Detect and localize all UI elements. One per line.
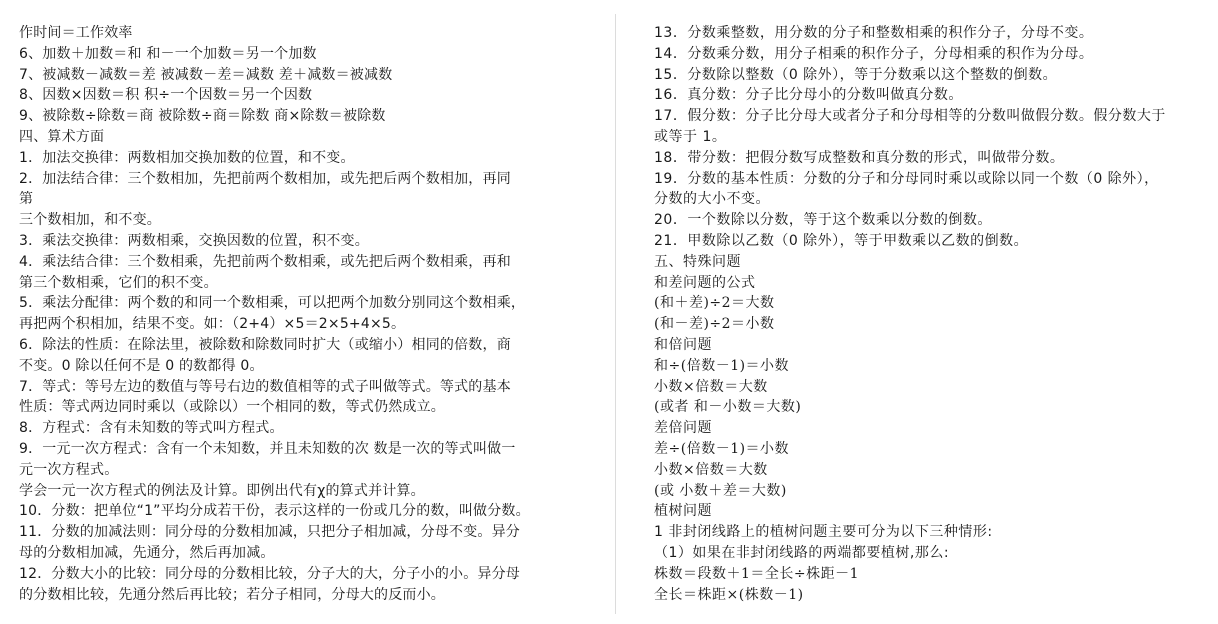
- text-line: 不变。0 除以任何不是 0 的数都得 0。: [19, 357, 264, 374]
- formula-line: (或者 和－小数＝大数): [654, 399, 802, 416]
- subsection-heading: 和差问题的公式: [654, 274, 756, 291]
- text-line: 11．分数的加减法则：同分母的分数相加减，只把分子相加减，分母不变。异分: [19, 524, 521, 541]
- text-line: 1 非封闭线路上的植树问题主要可分为以下三种情形:: [654, 524, 993, 541]
- text-line: 6、加数＋加数＝和 和－一个加数＝另一个加数: [19, 45, 317, 62]
- formula-line: 株数＝段数＋1＝全长÷株距－1: [654, 565, 860, 582]
- text-line: 三个数相加，和不变。: [19, 212, 161, 229]
- subsection-heading: 植树问题: [654, 503, 712, 520]
- text-line: 12．分数大小的比较：同分母的分数相比较，分子大的大，分子小的小。异分母: [19, 565, 521, 582]
- text-line: 20．一个数除以分数，等于这个数乘以分数的倒数。: [654, 212, 992, 229]
- text-line: 21．甲数除以乙数（0 除外），等于甲数乘以乙数的倒数。: [654, 232, 1029, 249]
- text-line: 第: [19, 191, 34, 208]
- text-line: 元一次方程式。: [19, 461, 119, 478]
- text-line: 17．假分数：分子比分母大或者分子和分母相等的分数叫做假分数。假分数大于: [654, 108, 1166, 125]
- subsection-heading: 差倍问题: [654, 420, 712, 437]
- formula-line: 差÷(倍数－1)＝小数: [654, 440, 790, 457]
- text-line: 作时间＝工作效率: [19, 25, 133, 41]
- text-line: 10．分数：把单位“1”平均分成若干份，表示这样的一份或几分的数，叫做分数。: [19, 503, 530, 520]
- text-line: 9、被除数÷除数＝商 被除数÷商＝除数 商×除数＝被除数: [19, 108, 386, 125]
- text-line: 再把两个积相加，结果不变。如：（2+4）×5＝2×5+4×5。: [19, 316, 406, 333]
- text-line: 7、被减数－减数＝差 被减数－差＝减数 差＋减数＝被减数: [19, 66, 393, 83]
- text-line: 13．分数乘整数，用分数的分子和整数相乘的积作分子，分母不变。: [654, 25, 1094, 41]
- text-line: 分数的大小不变。: [654, 191, 770, 208]
- text-line: 母的分数相加减，先通分，然后再加减。: [19, 544, 275, 561]
- text-line: 18．带分数：把假分数写成整数和真分数的形式，叫做带分数。: [654, 149, 1065, 166]
- text-line: 学会一元一次方程式的例法及计算。即例出代有χ的算式并计算。: [19, 482, 425, 499]
- formula-line: (和－差)÷2＝小数: [654, 316, 775, 333]
- text-line: 14．分数乘分数，用分子相乘的积作分子，分母相乘的积作为分母。: [654, 45, 1094, 62]
- text-line: 1．加法交换律：两数相加交换加数的位置，和不变。: [19, 149, 355, 166]
- section-heading: 四、算术方面: [19, 128, 105, 145]
- right-text-column: [654, 23, 1210, 605]
- subsection-heading: 和倍问题: [654, 336, 712, 353]
- text-line: 2．加法结合律：三个数相加，先把前两个数相加，或先把后两个数相加，再同: [19, 170, 511, 187]
- formula-line: 小数×倍数＝大数: [654, 461, 768, 478]
- formula-line: 小数×倍数＝大数: [654, 378, 768, 395]
- text-line: 第三个数相乘，它们的积不变。: [19, 274, 218, 291]
- formula-line: 和÷(倍数－1)＝小数: [654, 357, 790, 374]
- text-line: 6．除法的性质：在除法里，被除数和除数同时扩大（或缩小）相同的倍数，商: [19, 336, 511, 353]
- text-line: 3．乘法交换律：两数相乘，交换因数的位置，积不变。: [19, 232, 369, 249]
- column-divider: [615, 14, 616, 614]
- text-line: 15．分数除以整数（0 除外），等于分数乘以这个整数的倒数。: [654, 66, 1058, 83]
- left-text-column: [19, 23, 589, 605]
- text-line: 16．真分数：分子比分母小的分数叫做真分数。: [654, 87, 963, 104]
- section-heading: 五、特殊问题: [654, 253, 741, 270]
- formula-line: 全长＝株距×(株数－1): [654, 586, 804, 603]
- text-line: 8．方程式：含有未知数的等式叫方程式。: [19, 420, 284, 437]
- text-line: 9．一元一次方程式：含有一个未知数，并且未知数的次 数是一次的等式叫做一: [19, 440, 516, 457]
- text-line: 的分数相比较，先通分然后再比较；若分子相同，分母大的反而小。: [19, 586, 445, 603]
- text-line: 8、因数×因数＝积 积÷一个因数＝另一个因数: [19, 87, 313, 104]
- text-line: 或等于 1。: [654, 128, 727, 145]
- formula-line: (和＋差)÷2＝大数: [654, 295, 775, 312]
- text-line: 5．乘法分配律：两个数的和同一个数相乘，可以把两个加数分别同这个数相乘，: [19, 295, 526, 312]
- text-line: （1）如果在非封闭线路的两端都要植树,那么:: [654, 544, 950, 561]
- text-line: 4．乘法结合律：三个数相乘，先把前两个数相乘，或先把后两个数相乘，再和: [19, 253, 511, 270]
- text-line: 性质：等式两边同时乘以（或除以）一个相同的数，等式仍然成立。: [19, 399, 445, 416]
- text-line: 19．分数的基本性质：分数的分子和分母同时乘以或除以同一个数（0 除外），: [654, 170, 1159, 187]
- formula-line: (或 小数＋差＝大数): [654, 482, 787, 499]
- text-line: 7．等式：等号左边的数值与等号右边的数值相等的式子叫做等式。等式的基本: [19, 378, 511, 395]
